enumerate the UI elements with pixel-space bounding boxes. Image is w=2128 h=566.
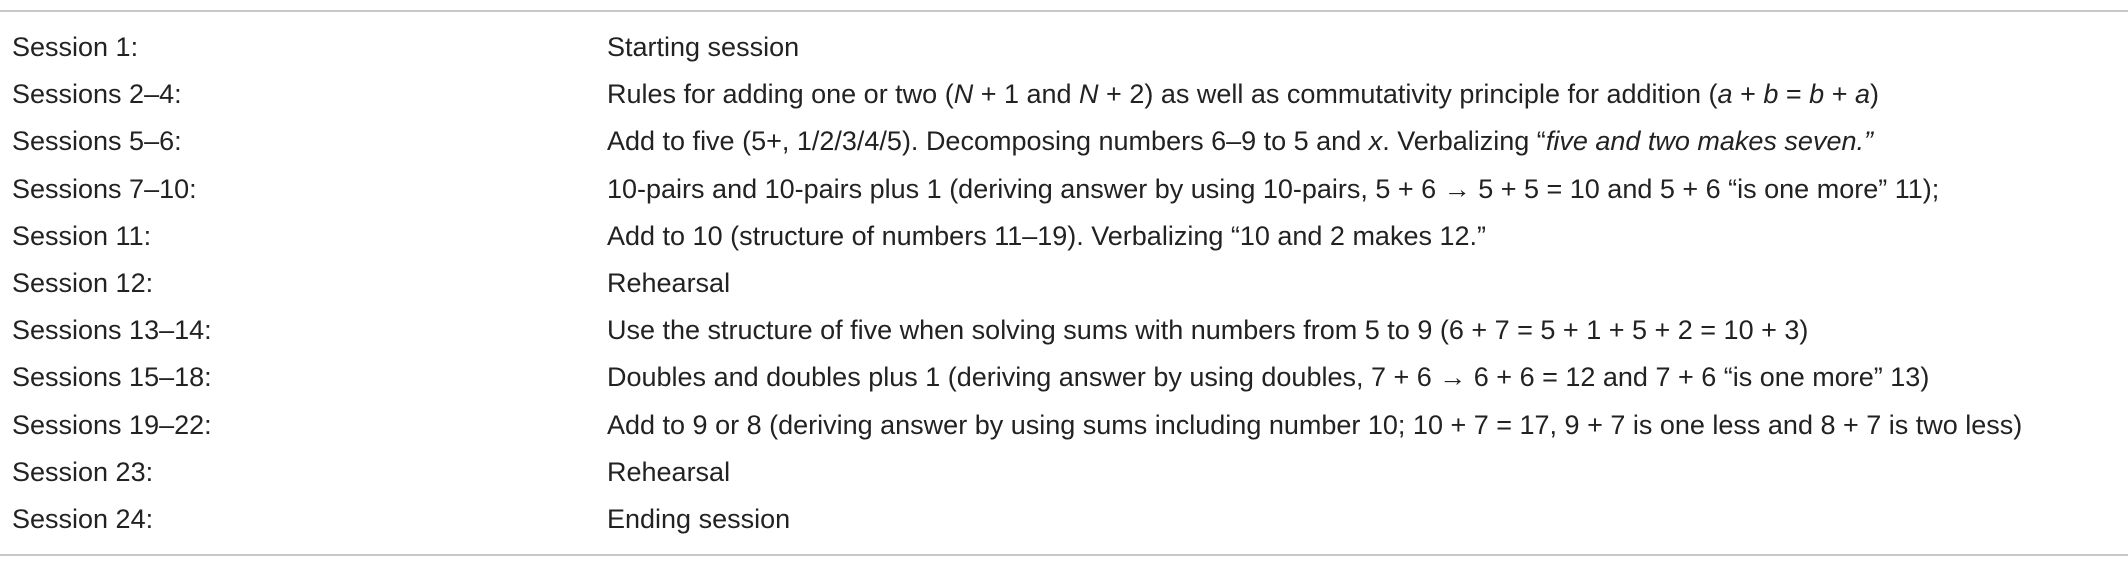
session-label: Sessions 19–22:	[12, 409, 212, 440]
session-label: Session 12:	[12, 267, 154, 298]
session-label: Session 24:	[12, 503, 154, 534]
session-label: Session 1:	[12, 32, 139, 62]
session-description: Rules for adding one or two (N + 1 and N + 2) as well as commutativity principle for addition (a + b = b + a)	[607, 79, 1880, 110]
table-row	[0, 71, 2128, 118]
table-row	[0, 24, 2128, 71]
session-label: Sessions 7–10:	[12, 173, 197, 204]
table-row	[0, 496, 2128, 543]
session-description: Starting session	[607, 32, 800, 62]
table-row	[0, 307, 2128, 354]
session-label: Sessions 13–14:	[12, 315, 212, 346]
session-table	[0, 24, 2128, 543]
table-row	[0, 213, 2128, 260]
table-row	[0, 354, 2128, 401]
session-label: Sessions 5–6:	[12, 126, 182, 157]
session-label: Sessions 15–18:	[12, 362, 212, 393]
session-label: Session 23:	[12, 456, 154, 487]
table-top-rule	[0, 10, 2128, 12]
session-description: Add to 9 or 8 (deriving answer by using sums including number 10; 10 + 7 = 17, 9 + 7 is one less and 8 + 7 is two less)	[607, 409, 2023, 440]
table-row	[0, 260, 2128, 307]
table-row	[0, 402, 2128, 449]
table-row	[0, 118, 2128, 165]
session-description: 10-pairs and 10-pairs plus 1 (deriving answer by using 10-pairs, 5 + 6 → 5 + 5 = 10 and 5 + 6 “is one more” 11);	[607, 173, 1940, 204]
table-row	[0, 449, 2128, 496]
session-description: Add to five (5+, 1/2/3/4/5). Decomposing numbers 6–9 to 5 and x. Verbalizing “five and two makes seven.”	[607, 126, 1873, 157]
table-bottom-rule	[0, 554, 2128, 556]
session-description: Add to 10 (structure of numbers 11–19). Verbalizing “10 and 2 makes 12.”	[607, 220, 1486, 251]
session-description: Ending session	[607, 503, 791, 534]
session-description: Rehearsal	[607, 456, 731, 487]
session-description: Doubles and doubles plus 1 (deriving answer by using doubles, 7 + 6 → 6 + 6 = 12 and 7 + 6 “is one more” 13)	[607, 362, 1930, 393]
session-description: Use the structure of five when solving sums with numbers from 5 to 9 (6 + 7 = 5 + 1 + 5 + 2 = 10 + 3)	[607, 315, 1809, 346]
session-label: Sessions 2–4:	[12, 79, 182, 110]
table-row	[0, 166, 2128, 213]
session-label: Session 11:	[12, 220, 152, 251]
session-description: Rehearsal	[607, 267, 731, 298]
